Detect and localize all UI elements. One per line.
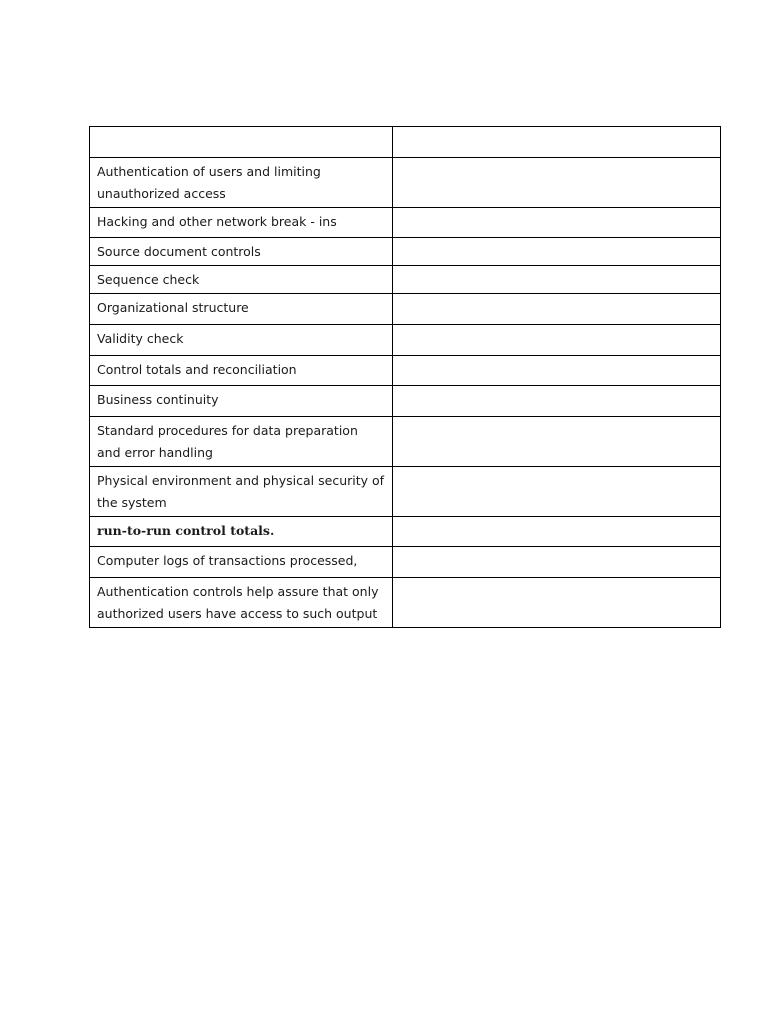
row-item-cell: Organizational structure xyxy=(90,294,393,325)
row-response-cell xyxy=(393,417,721,467)
row-item-cell: Standard procedures for data preparation and error handling xyxy=(90,417,393,467)
table-row xyxy=(90,517,721,547)
table-row xyxy=(90,294,721,325)
row-response-cell xyxy=(393,517,721,547)
row-item-cell: Source document controls xyxy=(90,238,393,266)
row-item-cell: Validity check xyxy=(90,325,393,356)
row-item-cell: Sequence check xyxy=(90,266,393,294)
row-response-cell xyxy=(393,325,721,356)
table-row xyxy=(90,158,721,208)
row-response-cell xyxy=(393,266,721,294)
table-row xyxy=(90,386,721,417)
row-response-cell xyxy=(393,578,721,628)
table-row xyxy=(90,266,721,294)
row-item-cell: Hacking and other network break - ins xyxy=(90,208,393,238)
table-row xyxy=(90,356,721,386)
table-row xyxy=(90,578,721,628)
row-item-cell: Authentication controls help assure that only authorized users have access to such output xyxy=(90,578,393,628)
table-row xyxy=(90,238,721,266)
table-row xyxy=(90,417,721,467)
controls-table xyxy=(89,126,721,628)
row-item-cell: Computer logs of transactions processed, xyxy=(90,547,393,578)
row-item-cell: Business continuity xyxy=(90,386,393,417)
header-cell-response xyxy=(393,127,721,158)
row-response-cell xyxy=(393,208,721,238)
row-item-cell: Control totals and reconciliation xyxy=(90,356,393,386)
row-response-cell xyxy=(393,158,721,208)
row-item-cell: run-to-run control totals. xyxy=(90,517,393,547)
row-item-cell: Authentication of users and limiting unauthorized access xyxy=(90,158,393,208)
table-row xyxy=(90,547,721,578)
row-response-cell xyxy=(393,356,721,386)
row-response-cell xyxy=(393,467,721,517)
row-item-cell: Physical environment and physical security of the system xyxy=(90,467,393,517)
row-response-cell xyxy=(393,386,721,417)
table-row xyxy=(90,208,721,238)
table-row xyxy=(90,467,721,517)
table-row xyxy=(90,325,721,356)
row-response-cell xyxy=(393,547,721,578)
row-response-cell xyxy=(393,294,721,325)
header-cell-item xyxy=(90,127,393,158)
table-header-row xyxy=(90,127,721,158)
row-response-cell xyxy=(393,238,721,266)
